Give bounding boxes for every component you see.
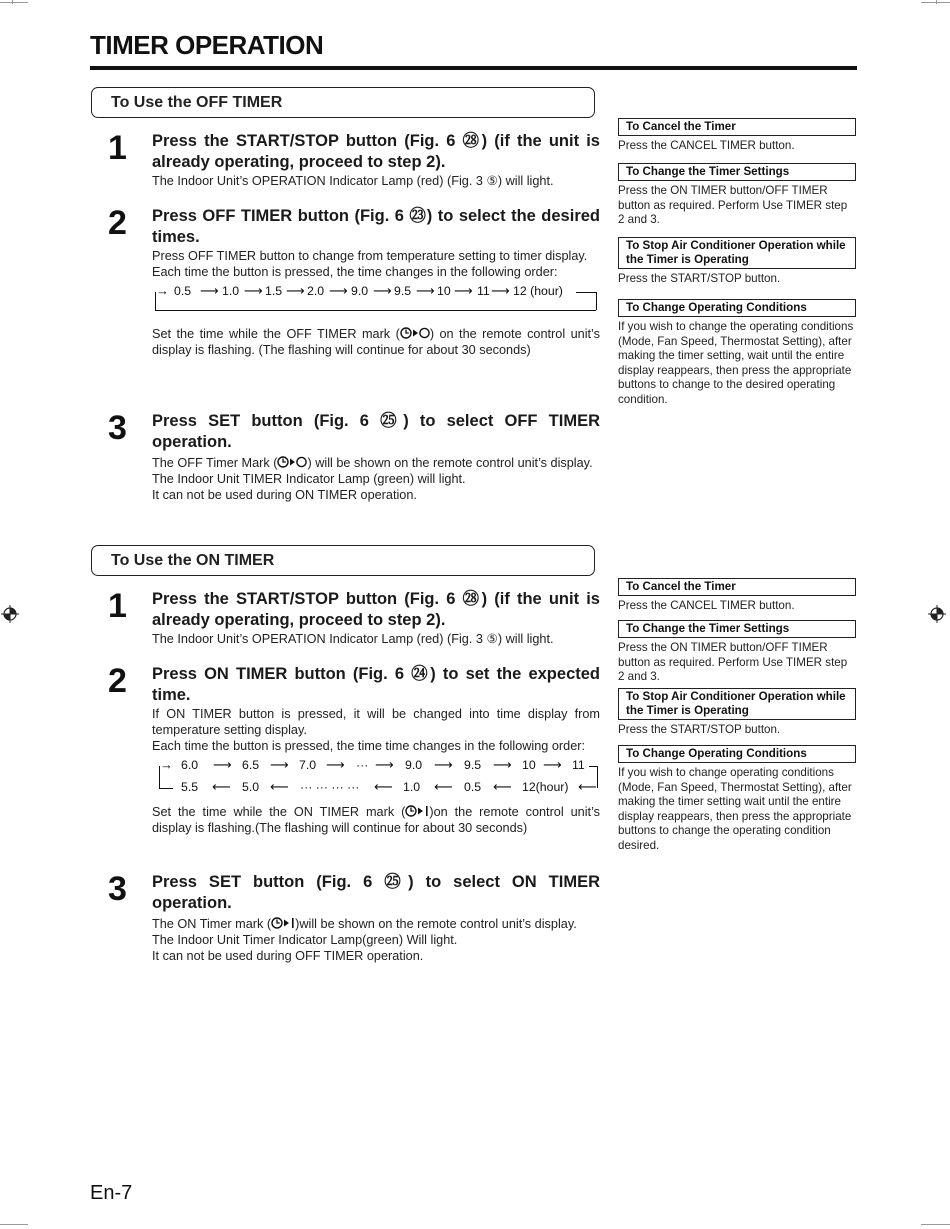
on-timer-mark-icon — [405, 805, 429, 817]
note-heading: To Change the Timer Settings — [618, 620, 856, 638]
sequence-value: 7.0 — [299, 758, 317, 772]
crop-mark — [936, 0, 937, 4]
note-text: Press the ON TIMER button/OFF TIMER button as required. Perform Use TIMER step 2 and 3. — [618, 184, 848, 226]
sequence-value: 11 — [572, 758, 585, 772]
off-step-1 — [108, 131, 600, 189]
note-heading: To Change the Timer Settings — [618, 163, 856, 181]
step-title: Press SET button (Fig. 6 ㉕) to select ON TIMER operation. — [152, 873, 600, 912]
crop-mark — [12, 0, 13, 4]
sequence-value: 9.0 — [351, 284, 369, 298]
note-text: If you wish to change the operating conditions (Mode, Fan Speed, Thermostat Setting), after making the timer setting, wait until the entire display reappears, then press the appropriate buttons to change to the desired operating condition. — [618, 320, 854, 406]
note-cancel — [618, 118, 856, 154]
sequence-value: 10 — [522, 758, 536, 772]
note-text: Press the ON TIMER button/OFF TIMER button as required. Perform Use TIMER step 2 and 3. — [618, 641, 848, 683]
note-stop-operation — [618, 688, 856, 738]
note-stop-operation — [618, 237, 856, 287]
note-text: Press the CANCEL TIMER button. — [618, 139, 795, 152]
off-timer-sequence: → 0.5 ⟶ 1.0 ⟶ 1.5 ⟶ 2.0 ⟶ 9.0 ⟶ 9.5 ⟶ 10 ⟶ 11 ⟶ 12 (hour) — [152, 284, 598, 314]
note-heading: To Cancel the Timer — [618, 578, 856, 596]
note-change-conditions — [618, 299, 856, 407]
page-title: TIMER OPERATION — [90, 30, 324, 60]
sequence-value: 2.0 — [307, 284, 325, 298]
step-text: Press OFF TIMER button to change from temperature setting to timer display. — [152, 249, 588, 263]
step-text: Set the time while the ON TIMER mark ( )on the remote control unit’s display is flashing.(The flashing will continue for about 30 seconds) — [152, 805, 600, 835]
sequence-value: 1.5 — [265, 284, 283, 298]
step-text: The OFF Timer Mark ( ) will be shown on the remote control unit’s display. — [152, 456, 593, 470]
on-step-1 — [108, 589, 600, 647]
step-number: 2 — [108, 662, 127, 700]
note-text: Press the CANCEL TIMER button. — [618, 599, 795, 612]
on-timer-sequence: → 6.0 ⟶ 6.5 ⟶ 7.0 ⟶ ··· ⟶ 9.0 ⟶ 9.5 ⟶ 10 ⟶ 11 5.5 ⟵ 5.0 ⟵ ··· ··· ··· ··· ⟵ 1.0 ⟵ 0.5 ⟵ 12(hour) ⟵ — [160, 757, 597, 794]
sequence-value: 10 — [437, 284, 451, 298]
step-number: 1 — [108, 129, 127, 167]
note-text: Press the START/STOP button. — [618, 272, 781, 285]
sequence-value: 12(hour) — [522, 780, 569, 794]
sequence-value: 1.0 — [403, 780, 421, 794]
sequence-value: 9.5 — [394, 284, 412, 298]
step-text: The Indoor Unit’s OPERATION Indicator Lamp (red) (Fig. 3 ⑤) will light. — [152, 632, 554, 646]
sequence-value: 11 — [477, 284, 490, 298]
sequence-value: 5.0 — [242, 780, 260, 794]
title-rule — [90, 66, 857, 70]
note-change-settings — [618, 620, 856, 685]
page-number: En-7 — [90, 1182, 133, 1204]
note-change-settings — [618, 163, 856, 228]
note-heading: To Stop Air Conditioner Operation while the Timer is Operating — [618, 688, 856, 720]
registration-mark-icon — [928, 605, 946, 623]
note-change-conditions — [618, 745, 856, 853]
step-title: Press the START/STOP button (Fig. 6 ㉘) (if the unit is already operating, proceed to step 2). — [152, 132, 600, 171]
step-number: 3 — [108, 409, 127, 447]
step-title: Press ON TIMER button (Fig. 6 ㉔) to set the expected time. — [152, 665, 600, 704]
off-step-3 — [108, 411, 600, 503]
sequence-value: 12 (hour) — [513, 284, 563, 298]
off-timer-mark-icon — [277, 456, 307, 468]
on-timer-mark-icon — [271, 917, 295, 929]
off-timer-mark-icon — [400, 327, 430, 339]
sequence-value: 5.5 — [181, 780, 199, 794]
step-number: 2 — [108, 204, 127, 242]
sequence-value: 9.5 — [464, 758, 482, 772]
note-heading: To Cancel the Timer — [618, 118, 856, 136]
sequence-value: ··· — [356, 758, 369, 772]
sequence-value: 1.0 — [222, 284, 240, 298]
step-text: The ON Timer mark ( )will be shown on the remote control unit’s display. — [152, 917, 577, 931]
on-timer-heading: To Use the ON TIMER — [91, 545, 595, 576]
note-text: Press the START/STOP button. — [618, 723, 781, 736]
step-text: The Indoor Unit’s OPERATION Indicator Lamp (red) (Fig. 3 ⑤) will light. — [152, 174, 554, 188]
sequence-value: 6.5 — [242, 758, 260, 772]
step-text: It can not be used during OFF TIMER operation. — [152, 949, 424, 963]
step-text: Set the time while the OFF TIMER mark ( ) on the remote control unit’s display is flashing. (The flashing will continue for about 30 seconds) — [152, 327, 600, 357]
sequence-value: 0.5 — [464, 780, 482, 794]
crop-mark — [0, 2, 28, 3]
step-text: It can not be used during ON TIMER operation. — [152, 488, 417, 502]
step-text: Each time the button is pressed, the time time changes in the following order: — [152, 739, 586, 753]
note-text: If you wish to change operating conditions (Mode, Fan Speed, Thermostat Setting), after making the timer setting wait until the entire display reappears, then press the appropriate buttons to change the operating condition desired. — [618, 766, 852, 852]
on-step-2 — [108, 664, 600, 836]
step-title: Press SET button (Fig. 6 ㉕) to select OFF TIMER operation. — [152, 412, 600, 451]
note-cancel — [618, 578, 856, 614]
note-heading: To Change Operating Conditions — [618, 299, 856, 317]
step-number: 3 — [108, 870, 127, 908]
sequence-value: 0.5 — [174, 284, 192, 298]
step-text: The Indoor Unit TIMER Indicator Lamp (green) will light. — [152, 472, 466, 486]
sequence-value: ··· ··· ··· ··· — [300, 780, 360, 794]
off-step-2 — [108, 206, 600, 358]
step-text: The Indoor Unit Timer Indicator Lamp(green) Will light. — [152, 933, 458, 947]
registration-mark-icon — [1, 605, 19, 623]
crop-mark — [921, 1224, 950, 1225]
crop-mark — [0, 1224, 28, 1225]
on-step-3 — [108, 872, 600, 964]
note-heading: To Stop Air Conditioner Operation while the Timer is Operating — [618, 237, 856, 269]
step-number: 1 — [108, 587, 127, 625]
sequence-value: 6.0 — [181, 758, 199, 772]
sequence-value: 9.0 — [405, 758, 423, 772]
note-heading: To Change Operating Conditions — [618, 745, 856, 763]
step-text: If ON TIMER button is pressed, it will be changed into time display from temperature setting display. — [152, 707, 600, 737]
step-text: Each time the button is pressed, the time changes in the following order: — [152, 265, 558, 279]
off-timer-heading: To Use the OFF TIMER — [91, 87, 595, 118]
step-title: Press the START/STOP button (Fig. 6 ㉘) (if the unit is already operating, proceed to step 2). — [152, 590, 600, 629]
step-title: Press OFF TIMER button (Fig. 6 ㉓) to select the desired times. — [152, 207, 600, 246]
